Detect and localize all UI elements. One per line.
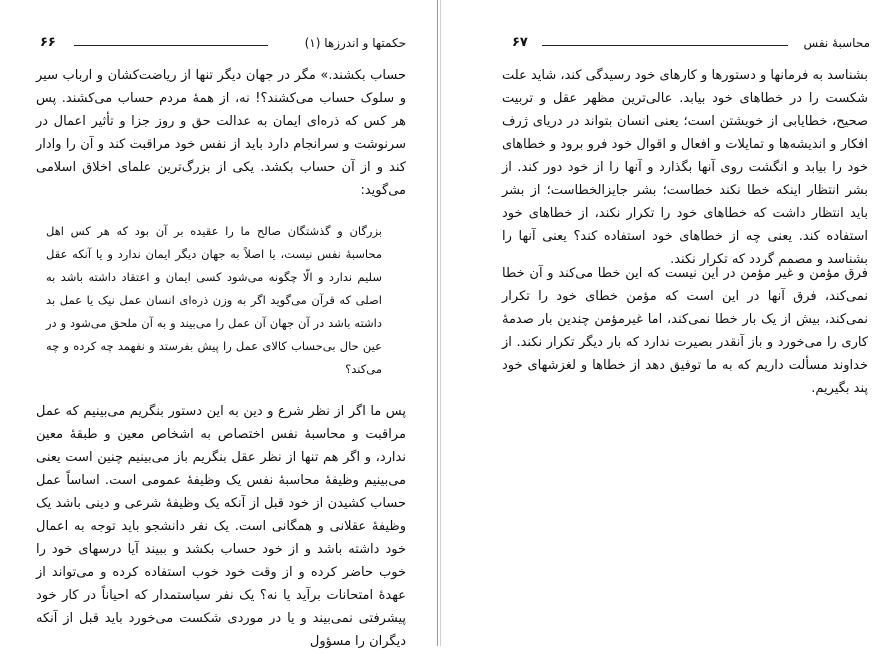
paragraph-text: پس ما اگر از نظر شرع و دین به این دستور بنگریم می‌بینیم که عمل مراقبت و محاسبهٔ نفس اختصاص به اشخاص معین و طبقهٔ معین ندارد، و اگر هم تنها از نظر عقل بنگریم باز می‌بینیم چنین است یعنی می‌بینیم وظیفهٔ محاسبهٔ نفس یک وظیفهٔ عمومی است. اساساً عمل حساب کشیدن از خود قبل از آنکه یک وظیفهٔ شرعی و دینی باشد یک وظیفهٔ عقلانی و همگانی است. یک نفر دانشجو باید توجه به اعمال خود داشته باشد و از خود حساب بکشد و ببیند آیا درسهای خود را خوب حاضر کرده و از وقت خود خوب استفاده کرده و می‌تواند از عهدهٔ امتحانات برآید یا نه؟ یک نفر سیاستمدار که احیاناً در کار خود پیشرفتی نمی‌بیند و یا در موردی شکست می‌خورد باید قبل از آنکه دیگران را مسؤول (36, 404, 406, 649)
paragraph-text: فرق مؤمن و غیر مؤمن در این نیست که این خطا می‌کند و آن خطا نمی‌کند، فرق آنها در این است که مؤمن خطای خود را تکرار نمی‌کند، بیش از یک بار خطا نمی‌کند، اما غیرمؤمن چندین بار صدمهٔ کاری را می‌خورد و باز آنقدر بصیرت ندارد که بار دیگر تکرار نکند. از خداوند مسألت داریم که به ما توفیق دهد از خطاها و لغزشهای خود پند بگیریم. (502, 266, 868, 396)
running-title: حکمتها و اندرزها (۱) (304, 36, 406, 50)
right-page-header (508, 34, 870, 52)
paragraph-text: حساب بکشند.» مگر در جهان دیگر تنها از ریاضت‌کشان و ارباب سیر و سلوک حساب می‌کشند؟! نه، از همهٔ مردم حساب می‌کشند. پس هر کس که ذره‌ای ایمان به عدالت حق و روز جزا و تأثیر اعمال در سرنوشت و سرانجام دارد باید از نفس خود مراقبت کند و آن را وادار کند و از آن حساب بکشد. یکی از بزرگ‌ترین علمای اخلاق اسلامی می‌گوید: (36, 68, 406, 198)
paragraph (36, 64, 406, 202)
header-rule (74, 45, 268, 46)
left-page-header (36, 34, 406, 52)
running-title: محاسبهٔ نفس (803, 36, 870, 50)
left-page (0, 0, 430, 649)
header-rule (542, 45, 788, 46)
quote-text: بزرگان و گذشتگان صالح ما را عقیده بر آن بود که هر کس اهل محاسبهٔ نفس نیست، یا اصلاً به جهان دیگر ایمان ندارد و یا آنکه عقل سلیم ندارد و الّا چگونه می‌شود کسی ایمان و اعتقاد داشته باشد به اصلی که قرآن می‌گوید اگر به وزن ذره‌ای انسان عمل نیک یا عمل بد داشته باشد در آن جهان آن عمل را می‌بیند و به آن ملحق می‌شود و در عین حال بی‌حساب کالای عمل را پیش بفرستد و نفهمد چه کرده و چه می‌کند؟ (46, 224, 382, 376)
spine-line (440, 0, 441, 646)
paragraph (502, 262, 868, 400)
paragraph-text: بشناسد به فرمانها و دستورها و کارهای خود رسیدگی کند، شاید علت شکست را در خطاهای خود بیابد. عالی‌ترین مظهر عقل و تربیت صحیح، خطایابی از خویشتن است؛ یعنی انسان بتواند در دریای ژرف افکار و اندیشه‌ها و تمایلات و افعال و اقوال خود فرو برود و خطاهای خود را بیابد و انگشت روی آنها بگذارد و آنها را از خود دور کند. از بشر انتظار اینکه خطا نکند خطاست؛ بشر جایزالخطاست؛ از بشر باید انتظار داشت که خطاهای خود را تکرار نکند، از خطاهای خود استفاده کند. یعنی چه از خطاهای خود استفاده کند؟ یعنی آنها را بشناسد و مصمم گردد که تکرار نکند. (502, 68, 868, 267)
paragraph (502, 64, 868, 271)
paragraph (36, 400, 406, 653)
spine-line (437, 0, 438, 646)
book-spine (430, 0, 452, 646)
block-quote (46, 220, 382, 381)
page-number: ۶۶ (40, 35, 56, 50)
right-page (452, 0, 890, 646)
page-number: ۶۷ (512, 35, 528, 50)
